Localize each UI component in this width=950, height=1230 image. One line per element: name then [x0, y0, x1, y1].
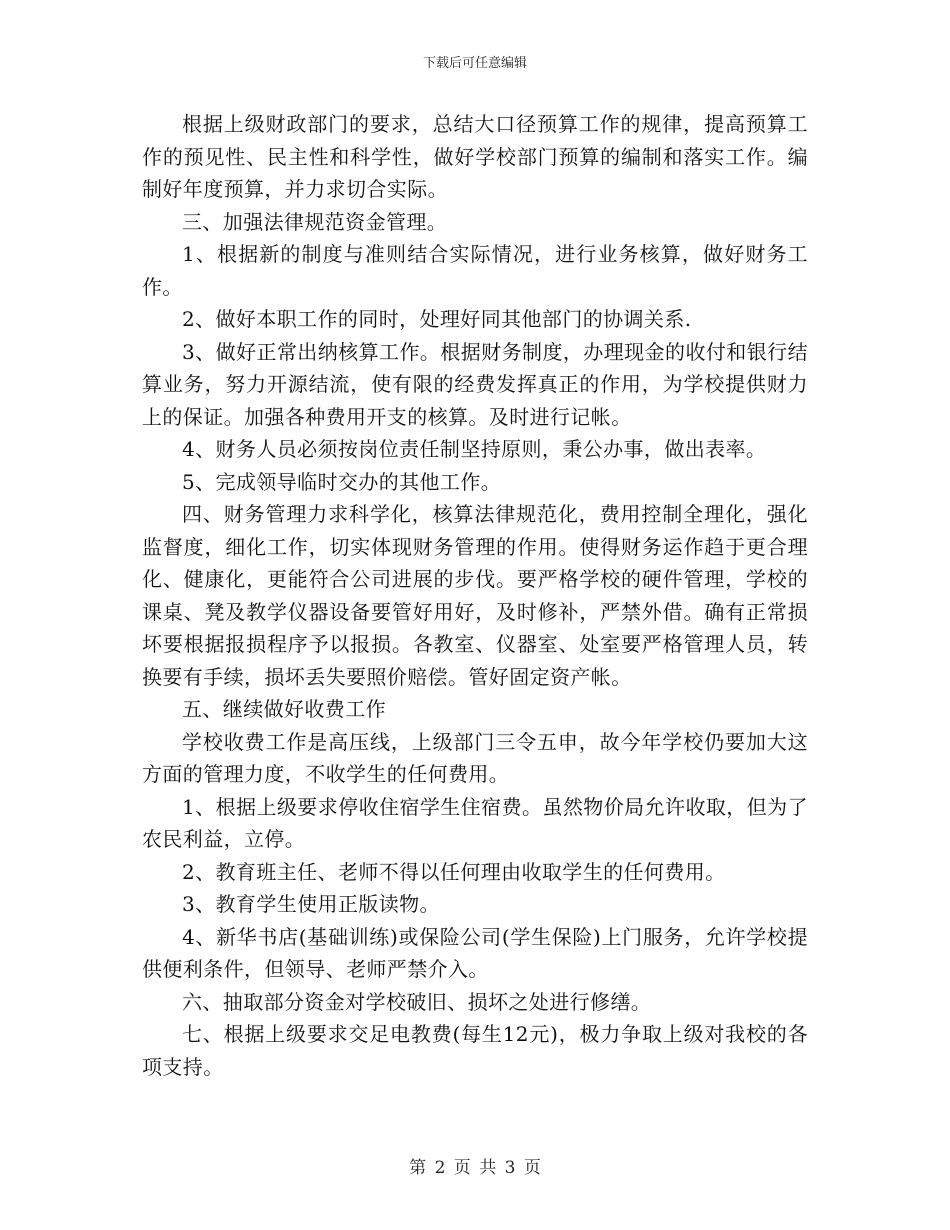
paragraph: 4、财务人员必须按岗位责任制坚持原则，秉公办事，做出表率。	[182, 437, 767, 461]
section-paragraph: 四、财务管理力求科学化，核算法律规范化，费用控制全理化，强化监督度，细化工作，切实体现财务管理的作用。使得财务运作趋于更合理化、健康化，更能符合公司进展的步伐。要严格学校的硬件管理，学校的课桌、凳及教学仪器设备要管好用好，及时修补，严禁外借。确有正常损坏要根据报损程序予以报损。各教室、仪器室、处室要严格管理人员，转换要有手续，损坏丢失要照价赔偿。管好固定资产帐。	[142, 502, 808, 689]
paragraph: 根据上级财政部门的要求，总结大口径预算工作的规律，提高预算工作的预见性、民主性和科学性，做好学校部门预算的编制和落实工作。编制好年度预算，并力求切合实际。	[142, 112, 808, 201]
paragraph: 2、教育班主任、老师不得以任何理由收取学生的任何费用。	[182, 859, 726, 884]
page-header: 下载后可任意编辑	[422, 56, 527, 71]
paragraph: 1、根据上级要求停收住宿学生住宿费。虽然物价局允许收取，但为了农民利益，立停。	[142, 794, 808, 851]
paragraph: 学校收费工作是高压线，上级部门三令五申，故今年学校仍要加大这方面的管理力度，不收学生的任何费用。	[142, 729, 808, 786]
section-paragraph: 六、抽取部分资金对学校破旧、损坏之处进行修缮。	[182, 989, 652, 1014]
document-body	[142, 108, 808, 1083]
section-heading: 三、加强法律规范资金管理。	[182, 209, 448, 234]
section-heading: 五、继续做好收费工作	[182, 697, 386, 721]
paragraph: 3、教育学生使用正版读物。	[182, 892, 440, 916]
paragraph: 5、完成领导临时交办的其他工作。	[182, 469, 502, 494]
paragraph: 3、做好正常出纳核算工作。根据财务制度，办理现金的收付和银行结算业务，努力开源结流，使有限的经费发挥真正的作用，为学校提供财力上的保证。加强各种费用开支的核算。及时进行记帐。	[142, 339, 808, 429]
section-paragraph: 七、根据上级要求交足电教费(每生12元)，极力争取上级对我校的各项支持。	[142, 1022, 808, 1079]
page-number-footer: 第 2 页 共 3 页	[409, 1158, 541, 1178]
paragraph: 4、新华书店(基础训练)或保险公司(学生保险)上门服务，允许学校提供便利条件，但领导、老师严禁介入。	[142, 924, 808, 981]
paragraph: 2、做好本职工作的同时，处理好同其他部门的协调关系.	[182, 307, 692, 331]
paragraph: 1、根据新的制度与准则结合实际情况，进行业务核算，做好财务工作。	[142, 242, 808, 299]
